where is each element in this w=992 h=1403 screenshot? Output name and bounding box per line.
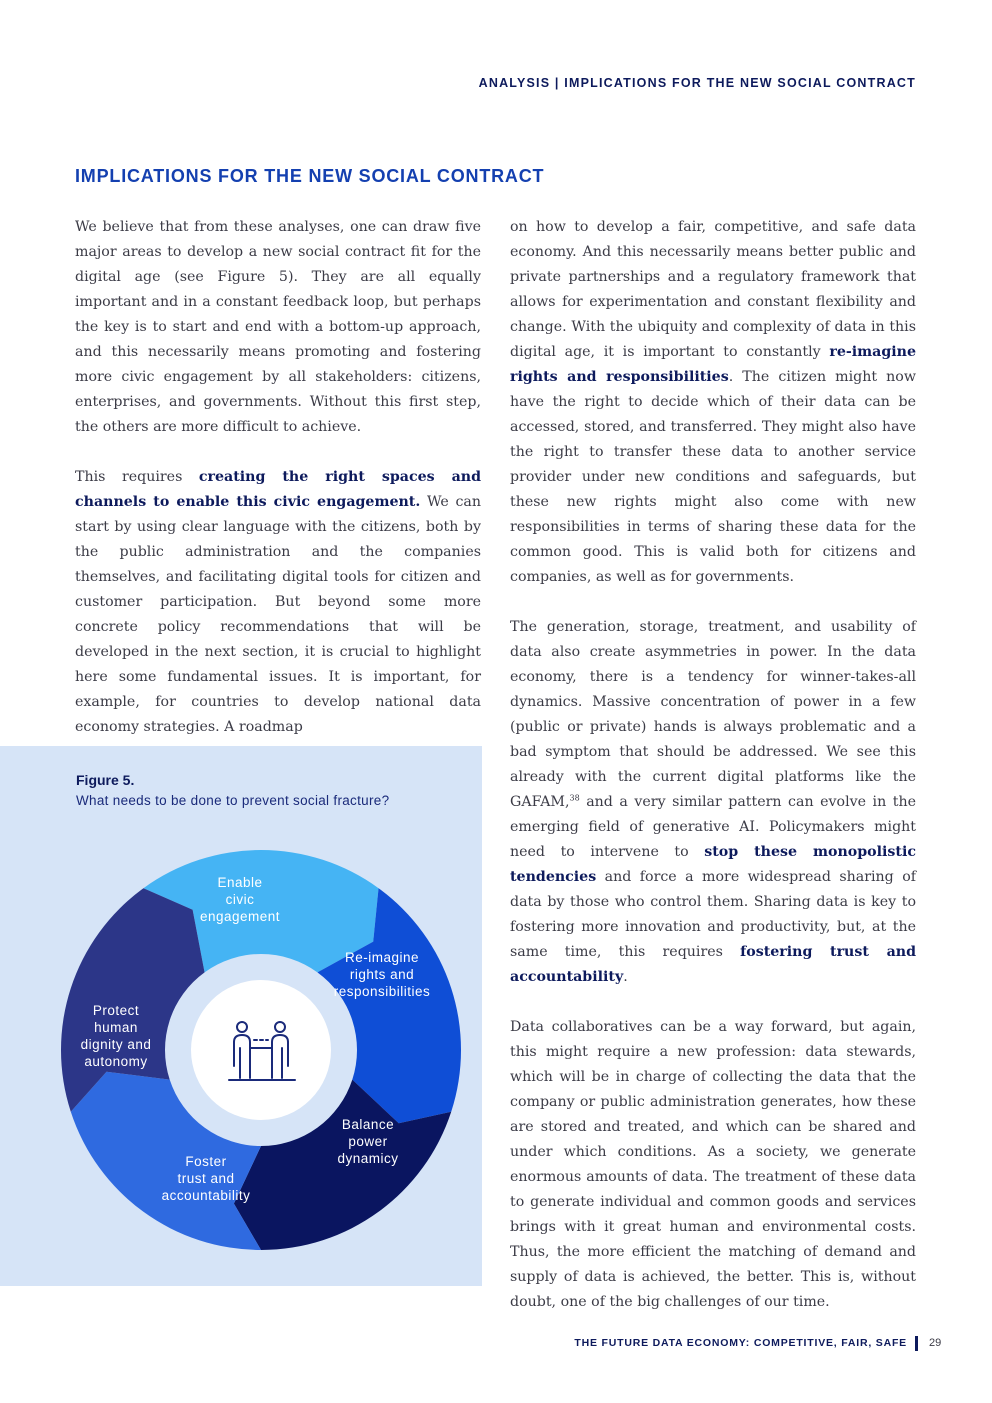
section-title: IMPLICATIONS FOR THE NEW SOCIAL CONTRACT [75,166,545,186]
segment-label: Enable civic engagement [199,875,281,924]
running-footer: THE FUTURE DATA ECONOMY: COMPETITIVE, FAIR, SAFE [574,1337,907,1349]
text-run: We can start by using clear language with the citizens, both by the public administration and the companies themselves, and facilitating digital tools for citizen and customer participation. But beyond some more concrete policy recommendations that will be developed in the next section, it is crucial to highlight here some fundamental issues. It is important, for example, for countries to develop national data economy strategies. A roadmap [75,494,481,735]
paragraph: We believe that from these analyses, one can draw five major areas to develop a new social contract fit for the digital age (see Figure 5). They are all equally important and in a constant feedback loop, but perhaps the key is to start and end with a bottom-up approach, and this necessarily means promoting and fostering more civic engagement by all stakeholders: citizens, enterprises, and governments. Without this first step, the others are more difficult to achieve. [75,219,481,435]
cycle-diagram [0,746,482,1286]
paragraph [510,215,916,590]
emphasis: fostering trust and accountability [510,944,916,985]
segment-label: Foster trust and accountability [161,1154,251,1203]
text-run: This requires [75,469,199,485]
emphasis: re-imagine rights and responsibilities [510,344,916,385]
figure-5 [0,746,482,1286]
segment-label: Balance power dynamicy [337,1117,399,1166]
paragraph [510,615,916,990]
text-run: and force a more widespread sharing of data by those who control them. Sharing data is key to fostering more innovation and productivity, but, at the same time, this requires [510,869,916,960]
center-circle [191,980,331,1120]
text-run: and a very similar pattern can evolve in the emerging field of generative AI. Policymakers might need to intervene to [510,794,916,860]
paragraph: Data collaboratives can be a way forward, but again, this might require a new profession: data stewards, which will be in charge of collecting the data that the company or public administration generates, how these are stored and treated, and which can be shared and under which conditions. As a society, we generate enormous amounts of data. The treatment of these data to generate individual and common goods and services brings with it great human and environmental costs. Thus, the more efficient the matching of demand and supply of data is achieved, the better. This is, without doubt, one of the big challenges of our time. [510,1019,916,1310]
figure-label: Figure 5. [76,772,135,788]
right-column [510,215,916,1340]
text-run: The generation, storage, treatment, and usability of data also create asymmetries in power. In the data economy, there is a tendency for winner-takes-all dynamics. Massive concentration of power in a few (public or private) hands is always problematic and a bad symptom that should be addressed. We see this already with the current digital platforms like the GAFAM, [510,619,916,810]
segment-label: Protect human dignity and autonomy [80,1003,152,1069]
figure-caption: What needs to be done to prevent social fracture? [76,793,390,808]
footer-divider [915,1336,918,1351]
text-run: . The citizen might now have the right to decide which of their data can be accessed, stored, and transferred. They might also have the right to transfer these data to another service provider under new conditions and safeguards, but these new rights might also come with new responsibilities in terms of sharing these data for the common good. This is valid both for citizens and companies, as well as for governments. [510,369,916,585]
paragraph [75,465,481,740]
footnote-ref[interactable]: 38 [569,793,580,803]
page-number: 29 [929,1337,942,1349]
text-run: on how to develop a fair, competitive, and safe data economy. And this necessarily means better public and private partnerships and a regulatory framework that allows for experimentation and constant flexibility and change. With the ubiquity and complexity of data in this digital age, it is important to constantly [510,219,916,360]
segment-label: Re-imagine rights and responsibilities [333,950,431,999]
text-run: . [623,969,628,985]
running-header: ANALYSIS | IMPLICATIONS FOR THE NEW SOCIAL CONTRACT [478,76,916,90]
emphasis: creating the right spaces and channels to enable this civic engagement. [75,469,481,510]
emphasis: stop these monopolistic tendencies [510,844,916,885]
left-column [75,215,481,765]
